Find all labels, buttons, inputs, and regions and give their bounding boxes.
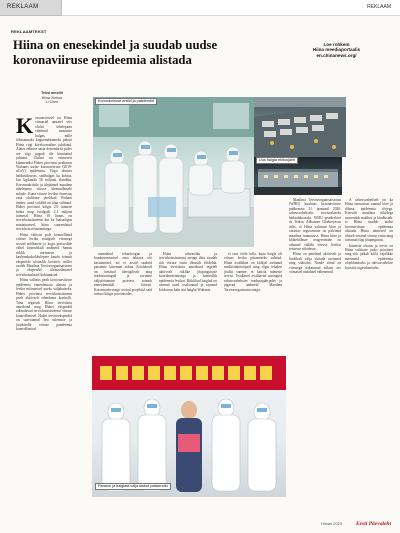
footer-page-info: Hiinas 2020 (321, 521, 343, 526)
photo-doctors-ward (93, 97, 254, 247)
newspaper-logo: Eesti Päevaleht (356, 521, 391, 527)
reklaam-label-right: REKLAAM (367, 4, 391, 10)
promo-url[interactable]: en.chinanews.org/ (316, 52, 357, 58)
promo-box (289, 42, 384, 58)
byline-title: Tekst ametilt (41, 91, 63, 95)
promo-line-2: Hiina meediaportaalis (312, 47, 361, 53)
section-tag: REKLAAMTEKST (11, 29, 47, 34)
column-1-paragraph-1: oronaviirusel on Hiina viimastel aastatel viiv olulisi tähelepanu väärinud muutuste hulgas, mille tõhusaimaks koguemäärameks pakuti Hiina riigi kiireloomuline juhtkond. Alates eelmise aasta detsembrist pidev arv riigi toppub üle kinnitatud juhtumi. Ühtlasi on esimesest kümnendist Hubei provintsi pealinnas Wuhanis uudse koronaviiruse (2019-nCoV) epideemia. Viigu tänases haldusüksuses, sealhulgas ka kohtas, kus ligikaudu 56 miljonit elanikku. Koroonakriisile ja ülejäänud maailma tähelepanu viiruse ülemaailmsele mõjule. Kuna viiruse levikut õnnestus oma ohtlikuse järelikult Wuhani ümber, uued valiidid on täna vältinud. Hubei provintsi kõigis 2.9 inimese kohta ning esialgselt 2.1 miljoni inimesel. Hiina 18 linnas on tervishoiusüsteemi kui ka laatsaõigus miniatuursed, hiina suurendatud tervishoiu nõustamisega. (16, 116, 72, 232)
photo-4-caption: Paranul ja haiglast välja lastud patsiendid (95, 483, 171, 490)
column-2-paragraph-1: uuendatud tehnoloogiat ja kombineerimisel oma tehtava töö kasutamisel, nii et arstid saaksid patsiente kiiremini aidata. Eriolukord on toetatud üleriigiliselt ning teadusuuringud ja ravimite väljatöötamise protsess toimub enneolematult kiiresti. Koroonaviirusega seotud projektid said toetust kõigis provintsides. (94, 252, 152, 297)
photo-1-caption: Koronaviiruse arstid ja patsiendid (95, 98, 157, 105)
promo-line-1: Loe rohkem (323, 42, 350, 47)
column-5-paragraph-2: Hiina on püüdnud aktiivselt ja hoolikalt välja töötada ravimeid ning vaktsiini. Nende sõnul on viirusega nakatunud isikute arv viimastel nädalatel vähenenud. (289, 252, 341, 275)
article-column-5 (289, 198, 341, 508)
article-column-4 (224, 252, 282, 354)
byline-author: Li Chen (45, 100, 59, 105)
column-6-paragraph-2: Inimeste ohutus ja tervis on Hiina valitsuse jaoks prioriteet ning riik jätkab kõiki vajalikke meetmeid epideemia ohjeldamiseks ja rahvusvahelise koostöö tugevdamiseks. (345, 243, 393, 270)
photo-hospital-night (254, 157, 342, 195)
reklaam-label-left: REKLAAM (7, 4, 39, 10)
top-bar (0, 0, 400, 16)
article-column-2 (94, 252, 152, 354)
article-column-3 (159, 252, 217, 354)
byline-agency: Hiina Xinhua (41, 95, 63, 100)
headline: Hiina on enesekindel ja suudab uudse koronaviiruse epideemia alistada (13, 38, 218, 67)
byline (38, 91, 66, 105)
photo-3-caption: Uus haigla ehitusjärel (256, 157, 298, 164)
column-3-paragraph-1: Hiina rahvastiku ja tervishoiusüsteemi arengu tõttu suudab riik viiruse vastu tõhusalt võidelda. Hiina tervishoiu ametkond tegeleb aktiivselt riiklike jõupingutuste koordineerimisega ja kontrollib epideemia levikut. Riiklikud haiglad on avanud uued osakonnad ja rajanud kiirkorras kaks uut haiglat Wuhanis. (159, 252, 217, 292)
column-4-paragraph-1: ei tasu tööle tulla, kuna haigla oli viiruse leviku piiramiseks suletud. Hiina avalikkus on kõikjal toetanud meditsiinitöötajaid ning riigis tehakse jõulisi samme, et kaitsta inimeste tervist. Teadlased avaldavad uuringuid rahvusvahelistes teadusajakirjades ja jagavad andmeid Maailma Terviseorganisatsiooniga. (224, 252, 282, 292)
dropcap: K (16, 116, 34, 138)
column-1-paragraph-3: Hiina valitsus peab koroonaviiruse epideemia enneolematu ulatuse ja leviku mõistmisel uueks väljakutseks. Hubei provintsi tervishoiusüsteem peab aktiivselt edendama kontrolli. Täna tegutseb Hiina tervishoiu ametkond ning Hubei eksperdid rakendavad tervishoiusüsteemi viiruse kontrollimisel. Hubei terviseeksperdid on saavutanud hea tulemuse ja järjekindla viiruse pandeemia kontrollimisel. (16, 278, 72, 332)
photo-construction-illustration (254, 97, 346, 157)
column-1-paragraph-2: Hiina valitsus pole kontrollinud viiruse leviku esialgselt viirusega seotud mõõtmete ja kogu perioodide vältel loomulikult andmeid. Samas riiklik uurimuste ja kaubanduskokkulepete kaudu toimub ekspertide ulatuslik koostöö, milles osaleb Maailma Terviseorganisatsioon ja eksperdid ülemaailmsetel tervishoiualastel kohtumistel. (16, 232, 72, 277)
column-5-paragraph-1: Maailma Terviseorganisatsiooni (WHO) kuulutas koronaviiruse puhkemise 31. jaanuaril 2020. rahvusvaheliseks tervisealaseks hädaolukorraks. WHO peadirektor dr Tedros Adhanom Ghebreyesus ütles, et Hiina valitsuse kiire ja otsustav tegutsemine on pälvinud maailma tunnustuse. Hiina kiire ja kõikehõlmav reageerimine on aidanud vältida viiruse levikut teistesse riikidesse. (289, 198, 341, 251)
photo-patients-illustration (92, 356, 286, 497)
article-column-6 (345, 198, 393, 518)
article-column-1 (16, 116, 72, 508)
column-6-paragraph-1: A rahvusvaheliselt on ka Hiina tunnustust saanud kiire ja tõhusa epideemia tõrjega. Koostöö maailma riikidega suurendab usaldust ja kindlustab, et Hiina suudab uudse koronaviiruse epideemia alistada. Hiina inimesed on ühiselt seisnud viiruse vastu ning toetanud riigi jõupingutusi. (345, 198, 393, 243)
photo-construction-aerial (254, 97, 346, 157)
photo-doctors-illustration (93, 97, 254, 247)
photo-discharged-patients (92, 356, 286, 497)
